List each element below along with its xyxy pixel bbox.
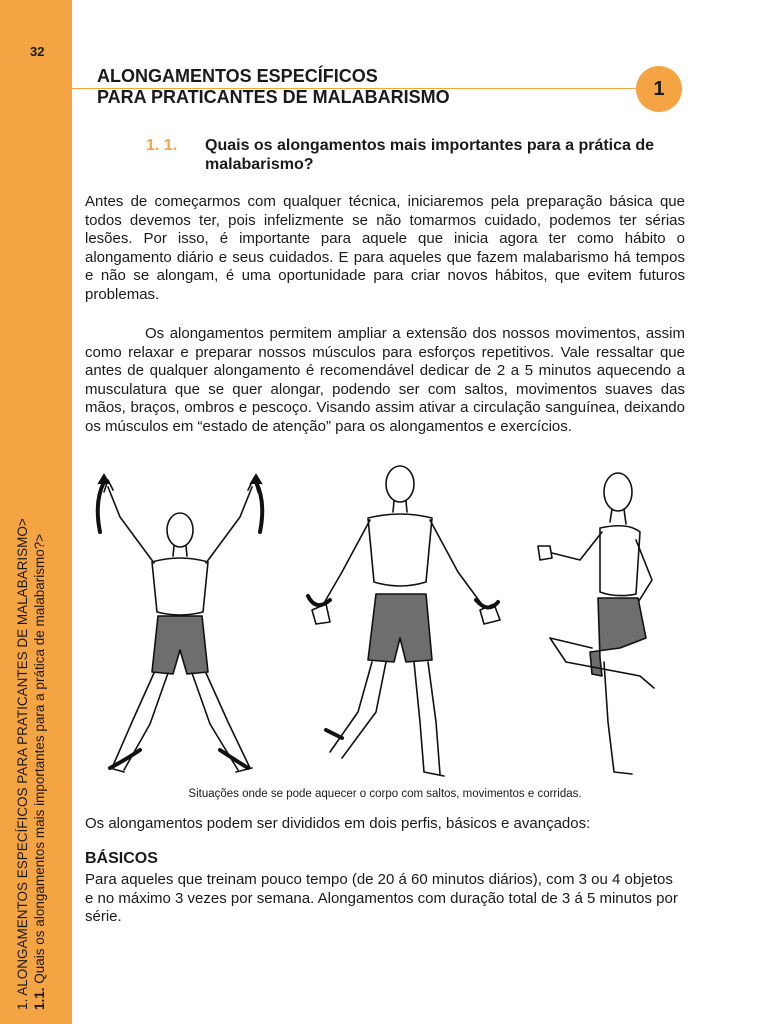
jumping-figure xyxy=(98,474,263,772)
sidebar-section-number: 1.1. xyxy=(32,987,47,1010)
warmup-paragraph: Os alongamentos permitem ampliar a extensão dos nossos movimentos, assim como relaxar e preparar nossos músculos para esforços repetitivos. Vale ressaltar que antes de qualquer alongamento é recomendável dedicar de 2 a 5 minutos aquecendo a musculatura que se quer alongar, podendo ser com saltos, movimentos suaves das mãos, braços, ombros e pescoço. Visando assim ativar a circulação sanguínea, deixando os músculos em “estado de atenção” para os alongamentos e exercícios. xyxy=(85,325,685,435)
intro-paragraph: Antes de começarmos com qualquer técnica, iniciaremos pela preparação básica que todos devemos ter, pois infelizmente se não tomarmos cuidado, podemos ter sérias lesões. Por isso, é importante para aquele que inicia agora ter como hábito o alongamento diário e seus cuidados. E para aqueles que fazem malabarismo há tempos e não se alongam, é uma oportunidade para criar novos hábitos, que evitem futuros problemas. xyxy=(85,193,685,303)
sidebar-section-title: Quais os alongamentos mais importantes para a prática de malabarismo?> xyxy=(32,533,47,988)
section-number: 1. 1. xyxy=(146,137,178,154)
chapter-badge: 1 xyxy=(636,66,682,112)
profiles-paragraph: Os alongamentos podem ser divididos em dois perfis, básicos e avançados: xyxy=(85,815,591,832)
page-title xyxy=(97,66,450,108)
sidebar-section-line xyxy=(31,410,48,1010)
page-number: 32 xyxy=(30,44,45,59)
arm-swing-figure xyxy=(308,466,500,776)
page-title-line1: ALONGAMENTOS ESPECÍFICOS xyxy=(97,66,378,86)
section-title: Quais os alongamentos mais importantes para a prática de malabarismo? xyxy=(205,137,655,173)
basicos-paragraph: Para aqueles que treinam pouco tempo (de 20 á 60 minutos diários), com 3 ou 4 objetos e no máximo 3 vezes por semana. Alongamentos com duração total de 3 á 5 minutos por série. xyxy=(85,871,678,925)
page-title-line2: PARA PRATICANTES DE MALABARISMO xyxy=(97,87,450,107)
basicos-heading: BÁSICOS xyxy=(85,850,158,867)
figure-caption: Situações onde se pode aquecer o corpo com saltos, movimentos e corridas. xyxy=(188,788,582,800)
sidebar-chapter-line: 1. ALONGAMENTOS ESPECÍFICOS PARA PRATICANTES DE MALABARISMO> xyxy=(15,518,30,1010)
warmup-illustration xyxy=(80,462,680,787)
running-figure xyxy=(538,473,654,774)
sidebar-breadcrumb xyxy=(14,410,48,1010)
